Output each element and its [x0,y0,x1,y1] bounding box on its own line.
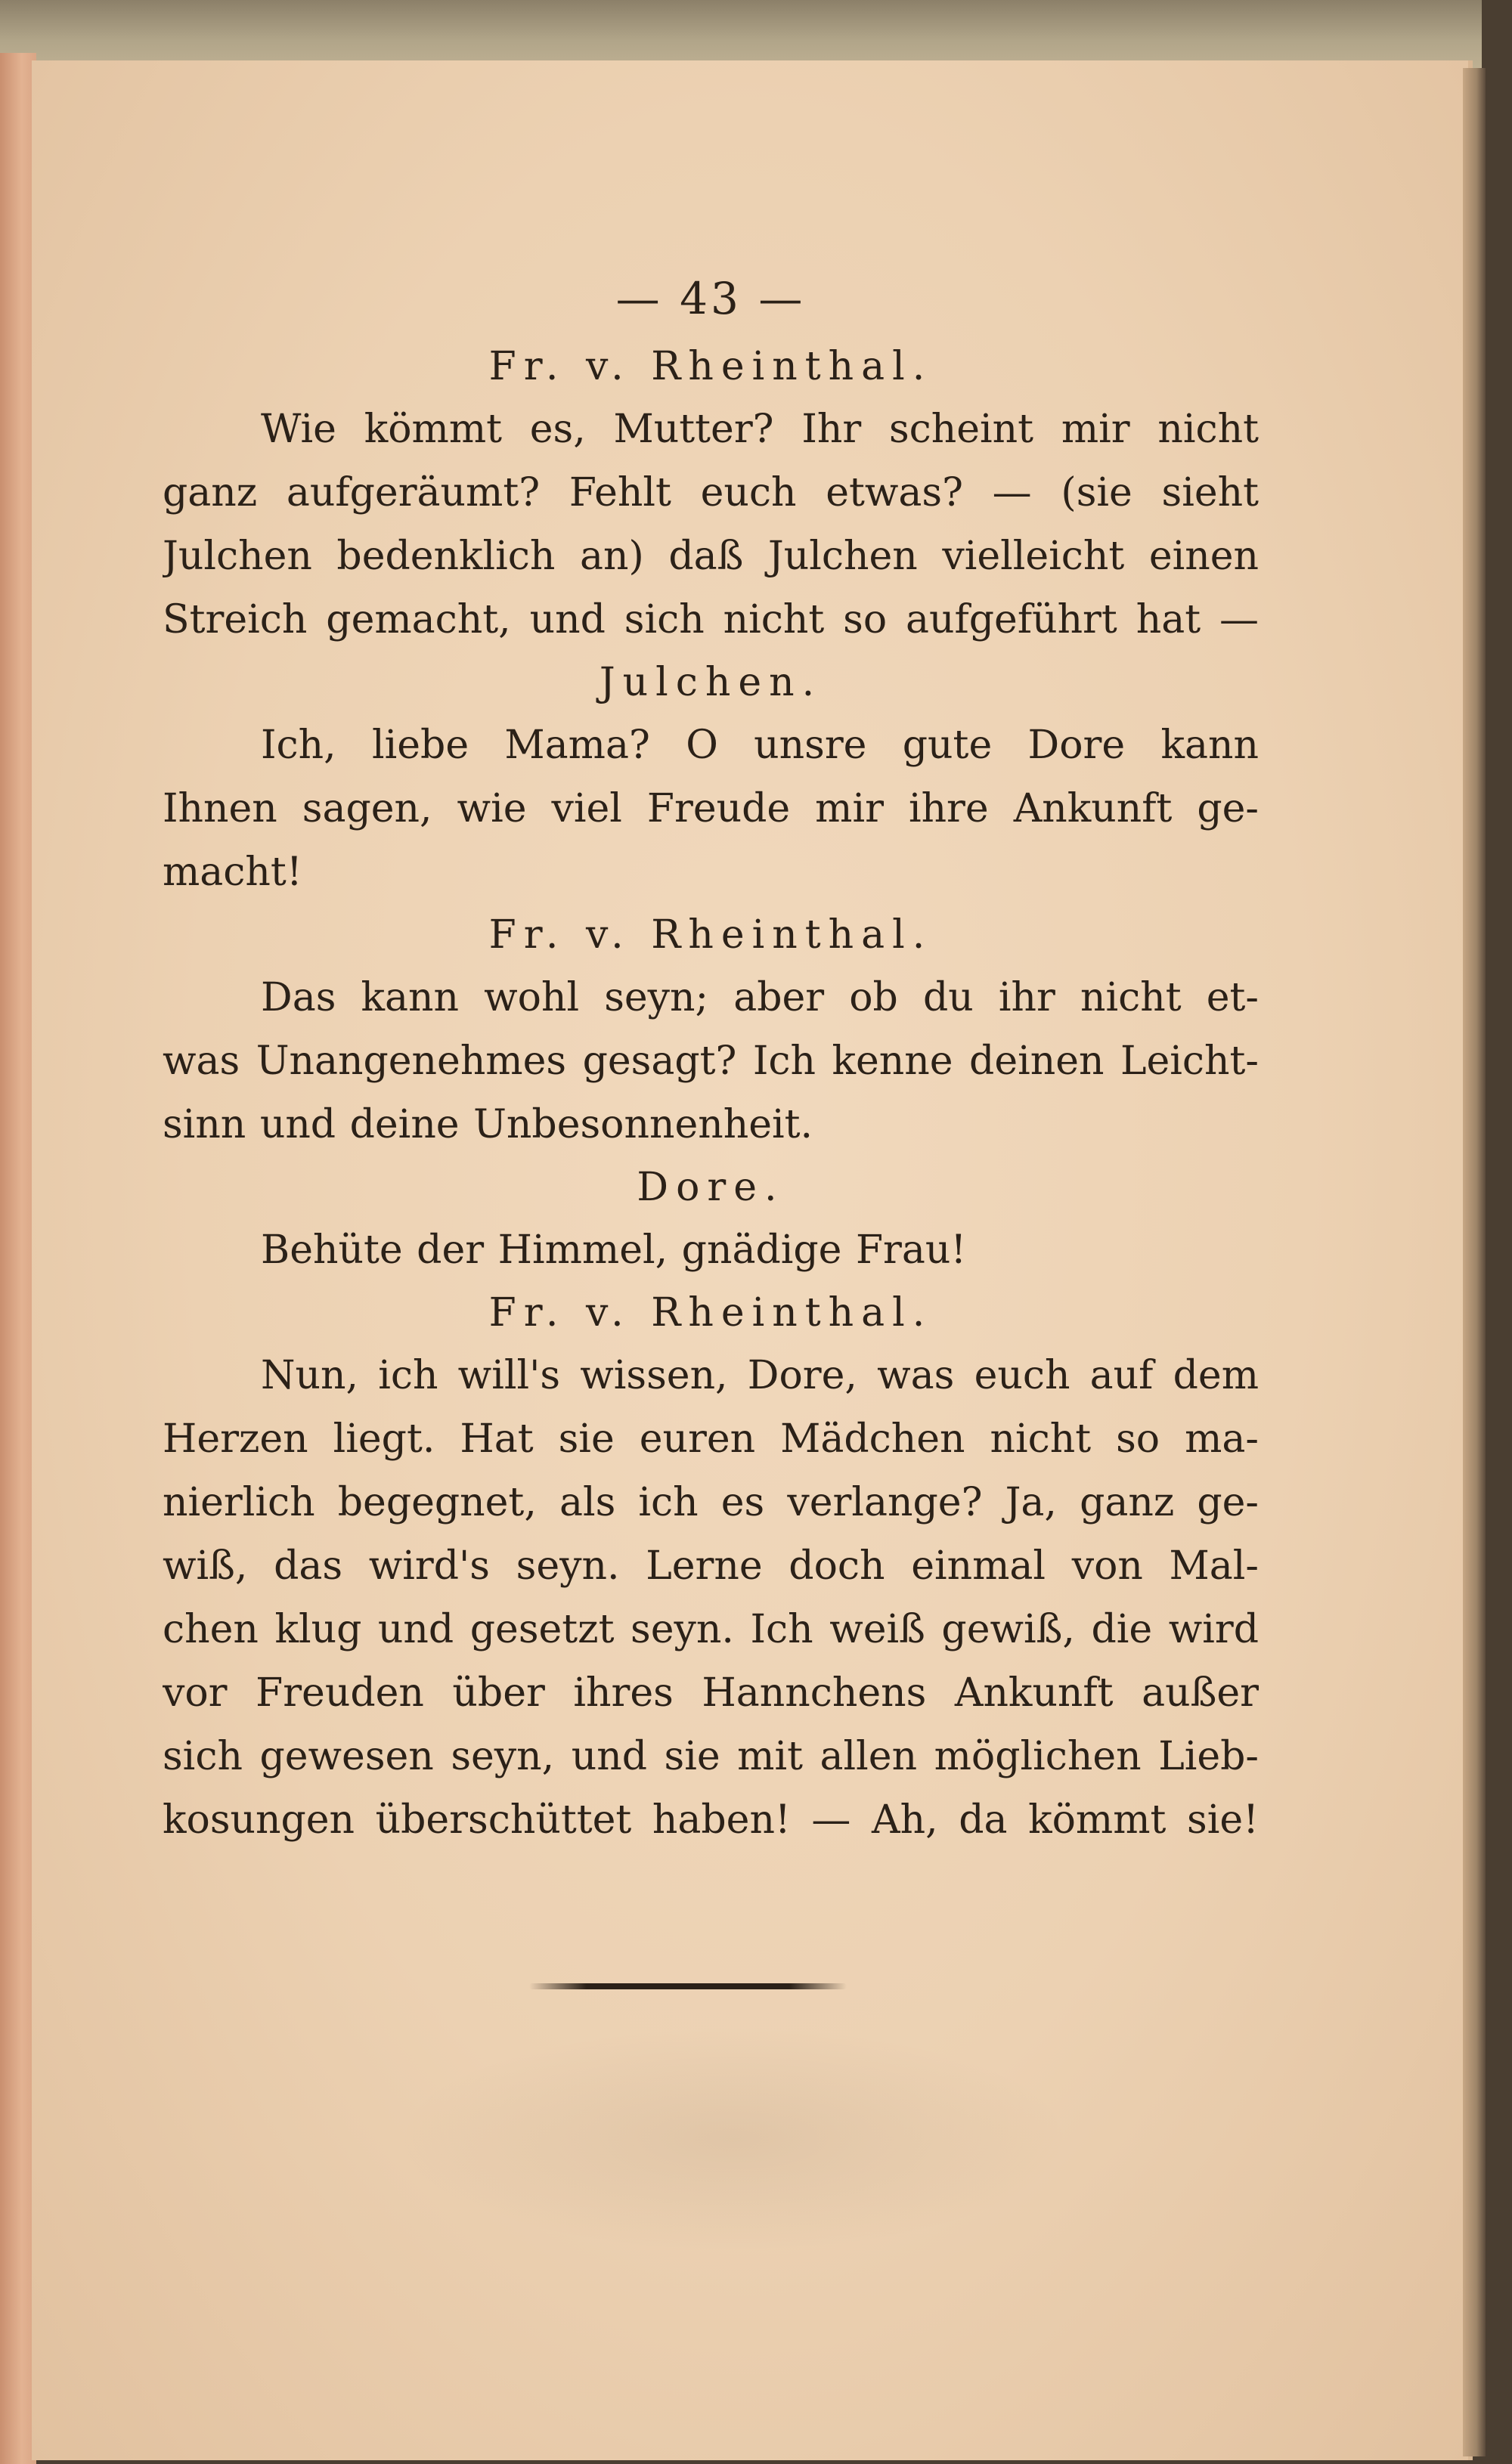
speaker-heading: Julchen. [599,660,823,705]
text-line: Das kann wohl seyn; aber ob du ihr nicht et- [261,975,1259,1020]
text-line: macht! [163,850,302,895]
text-line: Herzen liegt. Hat sie euren Mädchen nicht so ma- [163,1416,1259,1462]
text-line: sich gewesen seyn, und sie mit allen möglichen Lieb- [163,1734,1259,1779]
text-line: sinn und deine Unbesonnenheit. [163,1102,813,1147]
text-line: Wie kömmt es, Mutter? Ihr scheint mir nicht [261,407,1259,452]
divider [529,1983,847,1989]
speaker-heading: Dore. [637,1165,785,1210]
show-through-from-reverse [393,2026,1074,2252]
page-text [163,265,1259,1852]
speaker-heading: Fr. v. Rheinthal. [488,912,933,958]
text-line: kosungen überschüttet haben! — Ah, da kömmt sie! [163,1797,1259,1843]
page-fore-edge [1463,68,1486,2456]
closing-rule [529,1979,847,1994]
text-line: Ich, liebe Mama? O unsre gute Dore kann [261,723,1259,768]
speaker-heading: Fr. v. Rheinthal. [488,1290,933,1336]
text-line: was Unangenehmes gesagt? Ich kenne deinen Leicht- [163,1039,1259,1084]
text-line: nierlich begegnet, als ich es verlange? Ja, ganz ge- [163,1480,1259,1525]
text-line: wiß, das wird's seyn. Lerne doch einmal von Mal- [163,1543,1259,1589]
text-line: Julchen bedenklich an) daß Julchen vielleicht einen [163,534,1259,579]
previous-page-edge [0,53,36,2464]
text-line: vor Freuden über ihres Hannchens Ankunft außer [163,1670,1259,1716]
page-number: — 43 — [615,273,806,324]
speaker-heading: Fr. v. Rheinthal. [488,344,933,389]
text-line: Ihnen sagen, wie viel Freude mir ihre Ankunft ge- [163,786,1259,831]
text-line: Streich gemacht, und sich nicht so aufgeführt hat — [163,597,1259,642]
text-line: chen klug und gesetzt seyn. Ich weiß gewiß, die wird [163,1607,1259,1652]
text-line: Behüte der Himmel, gnädige Frau! [261,1227,967,1273]
text-line: Nun, ich will's wissen, Dore, was euch auf dem [261,1353,1259,1398]
text-line: ganz aufgeräumt? Fehlt euch etwas? — (sie sieht [163,470,1259,515]
